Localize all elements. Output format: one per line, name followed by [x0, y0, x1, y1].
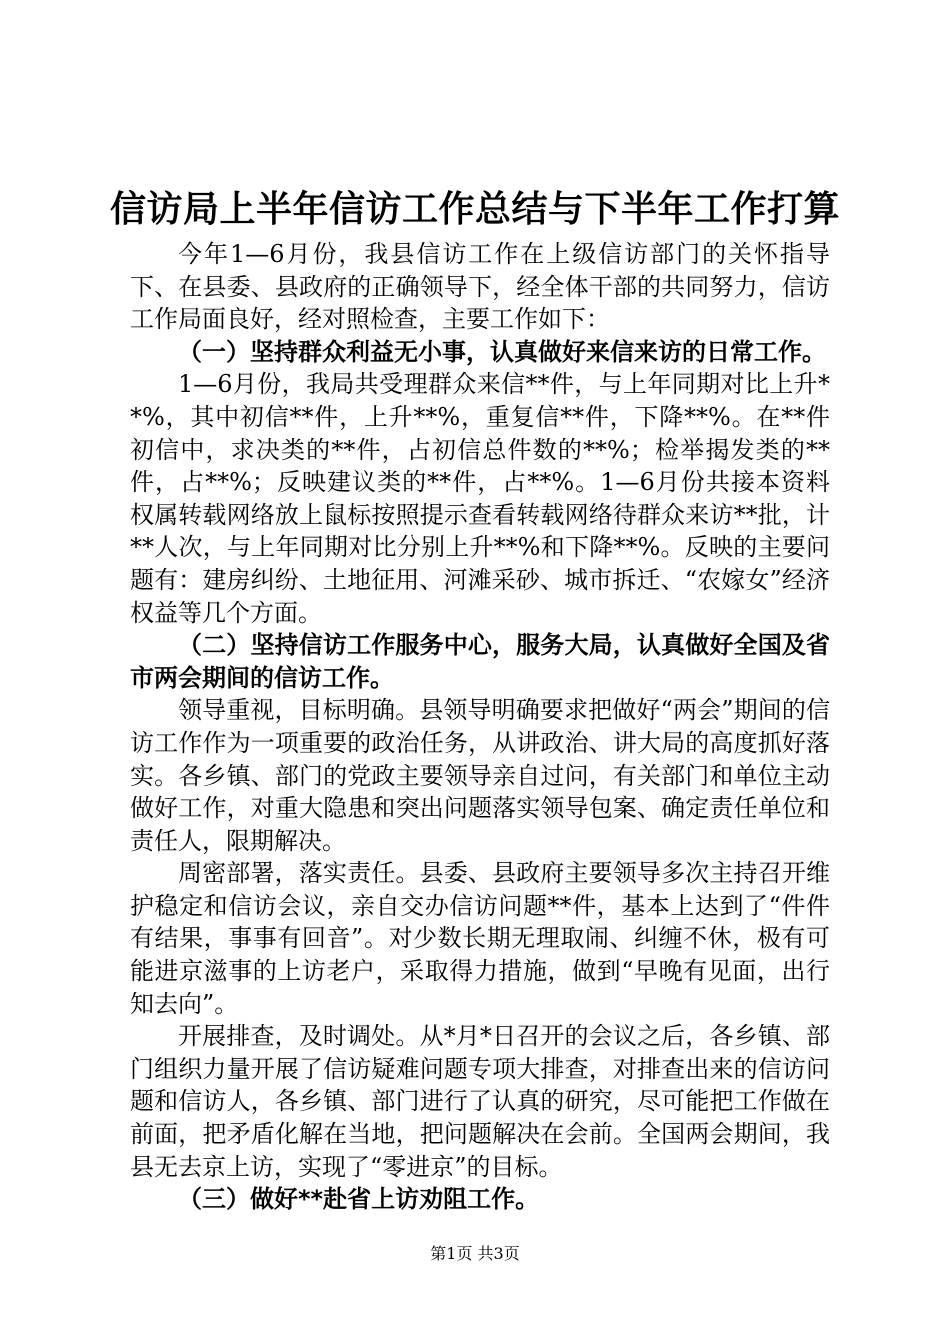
document-body	[130, 238, 830, 1216]
paragraph-leadership: 领导重视，目标明确。县领导明确要求把做好“两会”期间的信访工作作为一项重要的政治任务，从讲政治、讲大局的高度抓好落实。各乡镇、部门的党政主要领导亲自过问，有关部门和单位主动做好工作，对重大隐患和突出问题落实领导包案、确定责任单位和责任人，限期解决。	[130, 696, 830, 855]
section-heading-3: （三）做好**赴省上访劝阻工作。	[178, 1185, 540, 1214]
paragraph-letters-visits: 1—6月份，我局共受理群众来信**件，与上年同期对比上升**%，其中初信**件，上升**%，重复信**件，下降**%。在**件初信中，求决类的**件，占初信总件数的**%；检举揭发类的**件，占**%；反映建议类的**件，占**%。1—6月份共接本资料权属转载网络放上鼠标按照提示查看转载网络待群众来访**批，计**人次，与上年同期对比分别上升**%和下降**%。反映的主要问题有：建房纠纷、土地征用、河滩采砂、城市拆迁、“农嫁女”经济权益等几个方面。	[130, 370, 830, 627]
paragraph-intro: 今年1—6月份，我县信访工作在上级信访部门的关怀指导下、在县委、县政府的正确领导下，经全体干部的共同努力，信访工作局面良好，经对照检查，主要工作如下：	[130, 240, 830, 334]
section-heading-2: （二）坚持信访工作服务中心，服务大局，认真做好全国及省市两会期间的信访工作。	[130, 631, 830, 692]
paragraph-deployment: 周密部署，落实责任。县委、县政府主要领导多次主持召开维护稳定和信访会议，亲自交办信访问题**件，基本上达到了“件件有结果，事事有回音”。对少数长期无理取闹、纠缠不休，极有可能进京滋事的上访老户，采取得力措施，做到“早晚有见面，出行知去向”。	[130, 859, 830, 1018]
paragraph-investigation: 开展排查，及时调处。从*月*日召开的会议之后，各乡镇、部门组织力量开展了信访疑难问题专项大排查，对排查出来的信访问题和信访人，各乡镇、部门进行了认真的研究，尽可能把工作做在前面，把矛盾化解在当地，把问题解决在会前。全国两会期间，我县无去京上访，实现了“零进京”的目标。	[130, 1022, 830, 1181]
document-title: 信访局上半年信访工作总结与下半年工作打算	[109, 189, 840, 230]
section-heading-1: （一）坚持群众利益无小事，认真做好来信来访的日常工作。	[178, 337, 826, 366]
page-footer: 第1页 共3页	[430, 1244, 520, 1263]
